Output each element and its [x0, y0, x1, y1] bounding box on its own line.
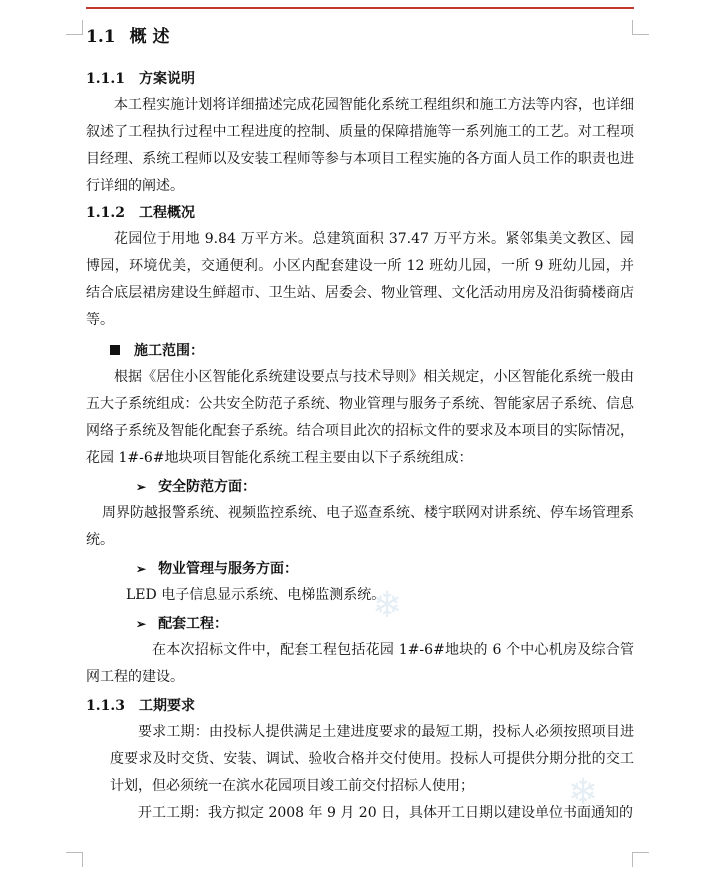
watermark-icon: ❄: [568, 772, 599, 813]
document-body: [86, 22, 634, 827]
subsection-number: 1.1.2: [86, 205, 125, 221]
subsection-heading-3: [86, 693, 634, 719]
arrow-item: [86, 474, 634, 500]
paragraph: 根据《居住小区智能化系统建设要点与技术导则》相关规定，小区智能化系统一般由五大子系统组成：公共安全防范子系统、物业管理与服务子系统、智能家居子系统、信息网络子系统及智能化配套子系统。结合项目此次的招标文件的要求及本项目的实际情况，花园 1#-6#地块项目智能化系统工程主要由以下子系统组成：: [86, 369, 634, 466]
paragraph: 开工工期：我方拟定 2008 年 9 月 20 日，具体开工日期以建设单位书面通知的: [138, 805, 634, 821]
arrow-bullet-icon: ➢: [136, 617, 147, 631]
header-rule: [86, 7, 634, 9]
crop-mark-top-left: [66, 20, 83, 35]
subsection-title: 工期要求: [138, 698, 195, 714]
section-title: 概 述: [129, 27, 170, 47]
arrow-bullet-icon: ➢: [136, 480, 147, 494]
arrow-item: [86, 556, 634, 582]
arrow-item-label: 安全防范方面：: [158, 479, 257, 495]
subsection-title: 方案说明: [138, 71, 195, 87]
square-bullet-icon: [110, 345, 120, 355]
subsection-heading-1: [86, 66, 634, 92]
watermark-icon: ❄: [372, 585, 403, 626]
section-number: 1.1: [86, 27, 116, 47]
subsection-number: 1.1.1: [86, 71, 125, 87]
arrow-bullet-icon: ➢: [136, 562, 147, 576]
paragraph: 本工程实施计划将详细描述完成花园智能化系统工程组织和施工方法等内容，也详细叙述了工程执行过程中工程进度的控制、质量的保障措施等一系列施工的工艺。对工程项目经理、系统工程师以及安装工程师等参与本项目工程实施的各方面人员工作的职责也进行详细的阐述。: [86, 97, 634, 194]
arrow-item: [86, 611, 634, 637]
paragraph: 要求工期：由投标人提供满足土建进度要求的最短工期，投标人必须按照项目进度要求及时交货、安装、调试、验收合格并交付使用。投标人可提供分期分批的交工计划，但必须统一在滨水花园项目竣工前交付招标人使用；: [110, 724, 634, 794]
subsection-heading-2: [86, 200, 634, 226]
section-heading: [86, 22, 634, 52]
paragraph: LED 电子信息显示系统、电梯监测系统。: [126, 587, 386, 603]
paragraph: 在本次招标文件中，配套工程包括花园 1#-6#地块的 6 个中心机房及综合管网工程的建设。: [86, 642, 634, 685]
crop-mark-bottom-left: [66, 852, 83, 867]
arrow-item-label: 配套工程：: [158, 616, 229, 632]
paragraph: 花园位于用地 9.84 万平方米。总建筑面积 37.47 万平方米。紧邻集美文教区、园博园，环境优美，交通便利。小区内配套建设一所 12 班幼儿园，一所 9 班幼儿园，并结合底层裙房建设生鲜超市、卫生站、居委会、物业管理、文化活动用房及沿街骑楼商店等。: [86, 231, 634, 328]
bullet-item: [86, 338, 634, 364]
subsection-number: 1.1.3: [86, 698, 125, 714]
crop-mark-bottom-right: [632, 852, 649, 867]
subsection-title: 工程概况: [138, 205, 195, 221]
crop-mark-top-right: [632, 20, 649, 35]
paragraph: 周界防越报警系统、视频监控系统、电子巡查系统、楼宇联网对讲系统、停车场管理系统。: [86, 505, 634, 548]
bullet-label: 施工范围：: [134, 343, 204, 359]
arrow-item-label: 物业管理与服务方面：: [158, 561, 299, 577]
